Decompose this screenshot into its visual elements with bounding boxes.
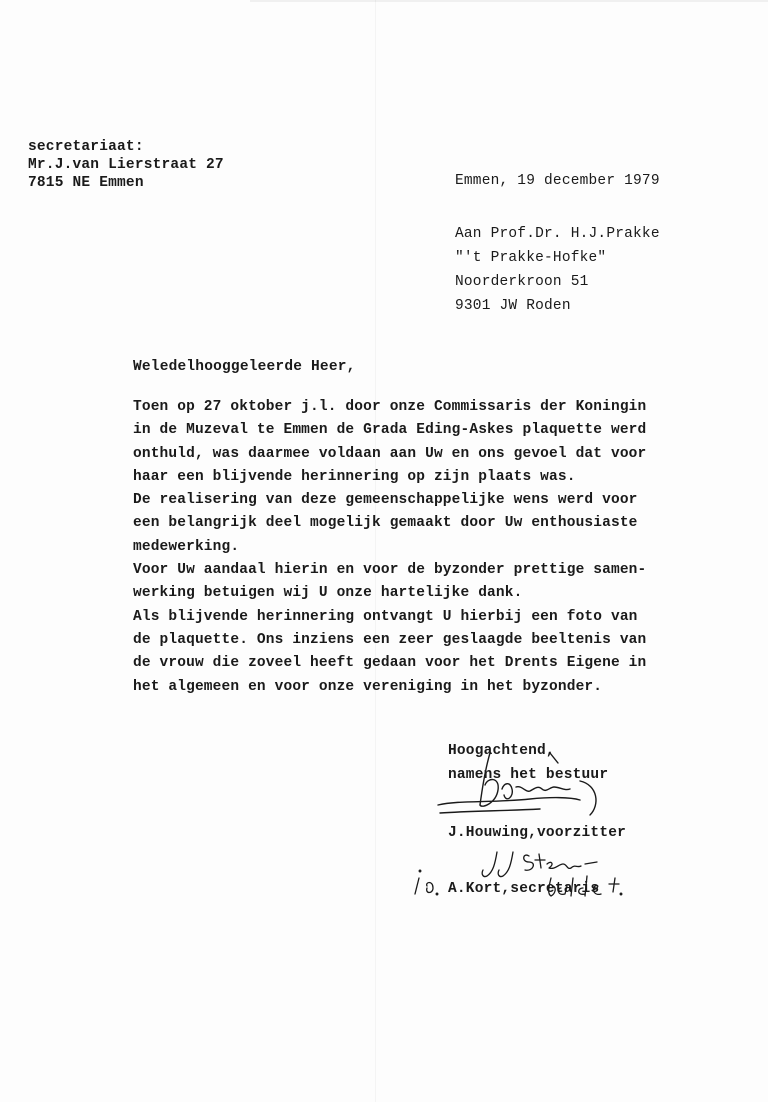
closing-line-2: namens het bestuur	[448, 767, 609, 783]
sender-line-3: 7815 NE Emmen	[28, 175, 144, 191]
body-line: medewerking.	[133, 538, 240, 555]
sender-line-2: Mr.J.van Lierstraat 27	[28, 157, 224, 173]
body-line: Als blijvende herinnering ontvangt U hierbij een foto van	[133, 608, 638, 625]
body-line: de vrouw die zoveel heeft gedaan voor het Drents Eigene in	[133, 655, 647, 672]
body-line: Toen op 27 oktober j.l. door onze Commissaris der Koningin	[133, 399, 647, 415]
body-line: een belangrijk deel mogelijk gemaakt door Uw enthousiaste	[133, 515, 638, 532]
sender-line-1: secretariaat:	[28, 139, 144, 155]
signer-1: J.Houwing,voorzitter	[448, 825, 627, 841]
body-line: haar een blijvende herinnering op zijn plaats was.	[133, 468, 576, 485]
body-line: de plaquette. Ons inziens een zeer geslaagde beeltenis van	[133, 631, 647, 648]
place-date: Emmen, 19 december 1979	[455, 173, 660, 189]
recipient-line-2: "'t Prakke-Hofke"	[455, 250, 607, 266]
page-top-edge	[250, 0, 768, 2]
recipient-line-4: 9301 JW Roden	[455, 298, 571, 314]
signer-2: A.Kort,secretaris	[448, 881, 600, 897]
recipient-line-1: Aan Prof.Dr. H.J.Prakke	[455, 226, 660, 242]
closing-line-1: Hoogachtend,	[448, 743, 555, 759]
body-line: De realisering van deze gemeenschappelijke wens werd voor	[133, 492, 638, 509]
body-line: Voor Uw aandaal hierin en voor de byzonder prettige samen-	[133, 562, 647, 579]
salutation: Weledelhooggeleerde Heer,	[133, 359, 356, 375]
body-line: in de Muzeval te Emmen de Grada Eding-Askes plaquette werd	[133, 422, 647, 439]
body-line: het algemeen en voor onze vereniging in het byzonder.	[133, 678, 603, 695]
body-line: werking betuigen wij U onze hartelijke dank.	[133, 585, 523, 602]
letter-body	[133, 396, 653, 699]
recipient-line-3: Noorderkroon 51	[455, 274, 589, 290]
body-line: onthuld, was daarmee voldaan aan Uw en ons gevoel dat voor	[133, 445, 647, 462]
